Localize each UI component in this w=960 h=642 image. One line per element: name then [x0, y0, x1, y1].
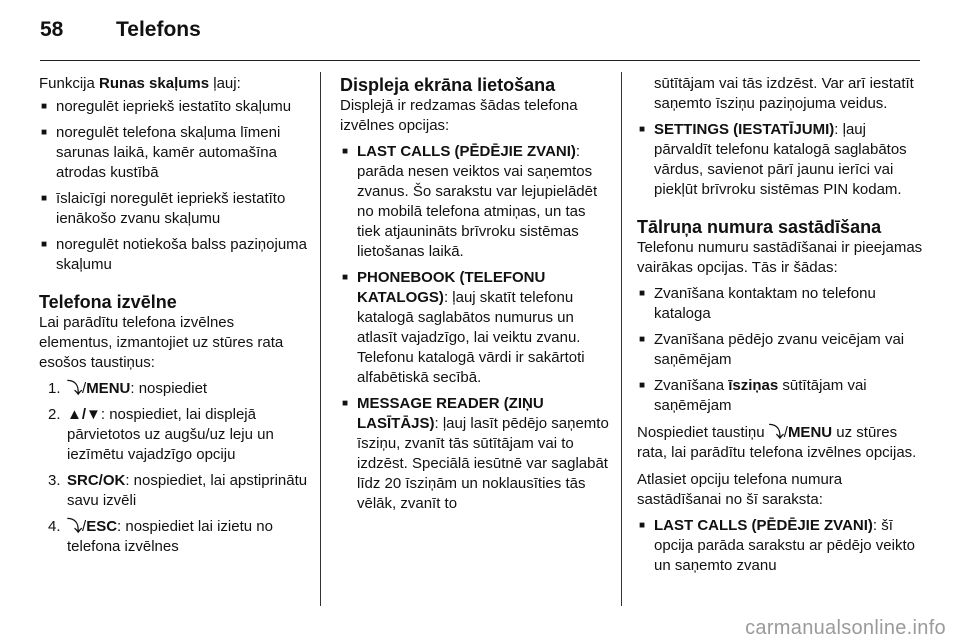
- list-item: ■ MESSAGE READER (ZIŅU LASĪTĀJS): ļauj lasīt pēdējo saņemto īsziņu, zvanīt tās sūtītājam vai to izdzēst. Speciālā iesūtnē var saglabāt līdz 20 īsziņām un noklausīties tās vēlāk, zvanīt to: [340, 394, 610, 514]
- step-number: 2.: [48, 406, 61, 423]
- step-item: 3. SRC/OK: nospiediet, lai apstiprinātu savu izvēli: [48, 472, 308, 509]
- column-1: [39, 74, 309, 557]
- phonebook-term: PHONEBOOK (TELEFONU KATALOGS): [357, 269, 546, 306]
- volume-bullet-list: [39, 97, 309, 275]
- press-menu-instruction: Nospiediet taustiņu ⤵/MENU uz stūres rata, lai parādītu telefona izvēlnes opcijas.: [637, 424, 917, 461]
- list-item: ■ Zvanīšana kontaktam no telefonu kataloga: [637, 284, 927, 324]
- step-item: 4. ⤵/ESC: nospiediet lai izietu no telefona izvēlnes: [48, 518, 273, 555]
- phone-menu-steps: [39, 379, 309, 557]
- list-item: ■ SETTINGS (IESTATĪJUMI): ļauj pārvaldīt telefonu katalogā saglabātos vārdus, savienot pārī jaunu ierīci vai piekļūt brīvroku sistēmas PIN kodam.: [637, 120, 927, 200]
- menu-options-list: [340, 142, 610, 514]
- dialing-intro: Telefonu numuru sastādīšanai ir pieejamas vairākas opcijas. Tās ir šādas:: [637, 239, 923, 276]
- list-item: ■ noregulēt notiekoša balss paziņojuma skaļumu: [39, 235, 309, 275]
- page-header: [40, 18, 201, 48]
- display-usage-intro: Displejā ir redzamas šādas telefona izvēlnes opcijas:: [340, 97, 578, 134]
- phone-menu-heading: Telefona izvēlne: [39, 292, 177, 312]
- phone-hangup-icon: ⤵: [67, 518, 83, 535]
- step-number: 4.: [48, 518, 61, 535]
- last-calls-term: LAST CALLS (PĒDĒJIE ZVANI): [357, 143, 576, 160]
- phone-hook-icon: ⤵: [768, 424, 784, 441]
- last-calls-list: [637, 516, 927, 576]
- menu-key-label: MENU: [787, 424, 833, 441]
- last-calls-term: LAST CALLS (PĒDĒJIE ZVANI): [654, 517, 873, 534]
- menu-key-label: MENU: [86, 380, 131, 397]
- list-item: ■ īslaicīgi noregulēt iepriekš iestatīto ienākošo zvanu skaļumu: [39, 189, 309, 229]
- sms-term: īsziņas: [728, 377, 779, 394]
- list-item: ■ Zvanīšana pēdējo zvanu veicējam vai saņēmējam: [637, 330, 927, 370]
- list-item: ■ noregulēt telefona skaļuma līmeni sarunas laikā, kamēr automašīna atrodas kustībā: [39, 123, 309, 183]
- list-item: ■ PHONEBOOK (TELEFONU KATALOGS): ļauj skatīt telefonu katalogā saglabātos numurus un atlasīt vajadzīgo, lai veiktu zvanu. Telefonu katalogā vārdi ir sakārtoti alfabētiskā secībā.: [340, 268, 610, 388]
- voice-volume-term: Runas skaļums: [99, 75, 210, 92]
- settings-list: [637, 120, 927, 200]
- list-item: ■ LAST CALLS (PĒDĒJIE ZVANI): šī opcija parāda sarakstu ar pēdējo veikto un saņemto zvanu: [637, 516, 927, 576]
- settings-term: SETTINGS (IESTATĪJUMI): [654, 121, 835, 138]
- message-reader-term: MESSAGE READER (ZIŅU LASĪTĀJS): [357, 395, 544, 432]
- phone-hook-icon: ⤵: [67, 380, 83, 397]
- page-number: 58: [40, 18, 64, 41]
- display-usage-heading: Displeja ekrāna lietošana: [340, 75, 556, 95]
- phone-menu-intro: Lai parādītu telefona izvēlnes elementus, izmantojiet uz stūres rata esošos taustiņus:: [39, 314, 284, 371]
- list-item: ■ Zvanīšana īsziņas sūtītājam vai saņēmējam: [637, 376, 927, 416]
- step-number: 3.: [48, 472, 61, 489]
- list-item: ■ noregulēt iepriekš iestatīto skaļumu: [39, 97, 309, 117]
- column-2: [340, 74, 610, 514]
- watermark: carmanualsonline.info: [745, 617, 946, 639]
- step-number: 1.: [48, 380, 61, 397]
- voice-volume-intro: Funkcija Runas skaļums ļauj:: [39, 75, 241, 92]
- src-ok-key-label: SRC/OK: [67, 472, 126, 489]
- list-item: ■ LAST CALLS (PĒDĒJIE ZVANI): parāda nesen veiktos vai saņemtos zvanus. Šo sarakstu var lejupielādēt no mobilā telefona atmiņas, un tas tiek atjaunināts brīvroku sistēmas lietošanas laikā.: [340, 142, 610, 262]
- message-reader-continuation: sūtītājam vai tās izdzēst. Var arī iestatīt saņemto īsziņu paziņojuma veidus.: [654, 75, 914, 112]
- step-item: 2. ▲/▼: nospiediet, lai displejā pārvietotos uz augšu/uz leju un iezīmētu vajadzīgo opciju: [48, 406, 274, 463]
- dialing-options-list: [637, 284, 927, 416]
- header-divider: [40, 60, 920, 61]
- column-3: [637, 74, 927, 576]
- esc-key-label: ESC: [86, 518, 118, 535]
- page-title: Telefons: [116, 18, 201, 41]
- select-option-instruction: Atlasiet opciju telefona numura sastādīšanai no šī saraksta:: [637, 471, 843, 508]
- up-down-arrows-icon: ▲/▼: [67, 406, 101, 423]
- step-item: 1. ⤵/MENU: nospiediet: [48, 380, 208, 397]
- dialing-heading: Tālruņa numura sastādīšana: [637, 217, 882, 237]
- column-divider-2: [621, 72, 622, 606]
- column-divider-1: [320, 72, 321, 606]
